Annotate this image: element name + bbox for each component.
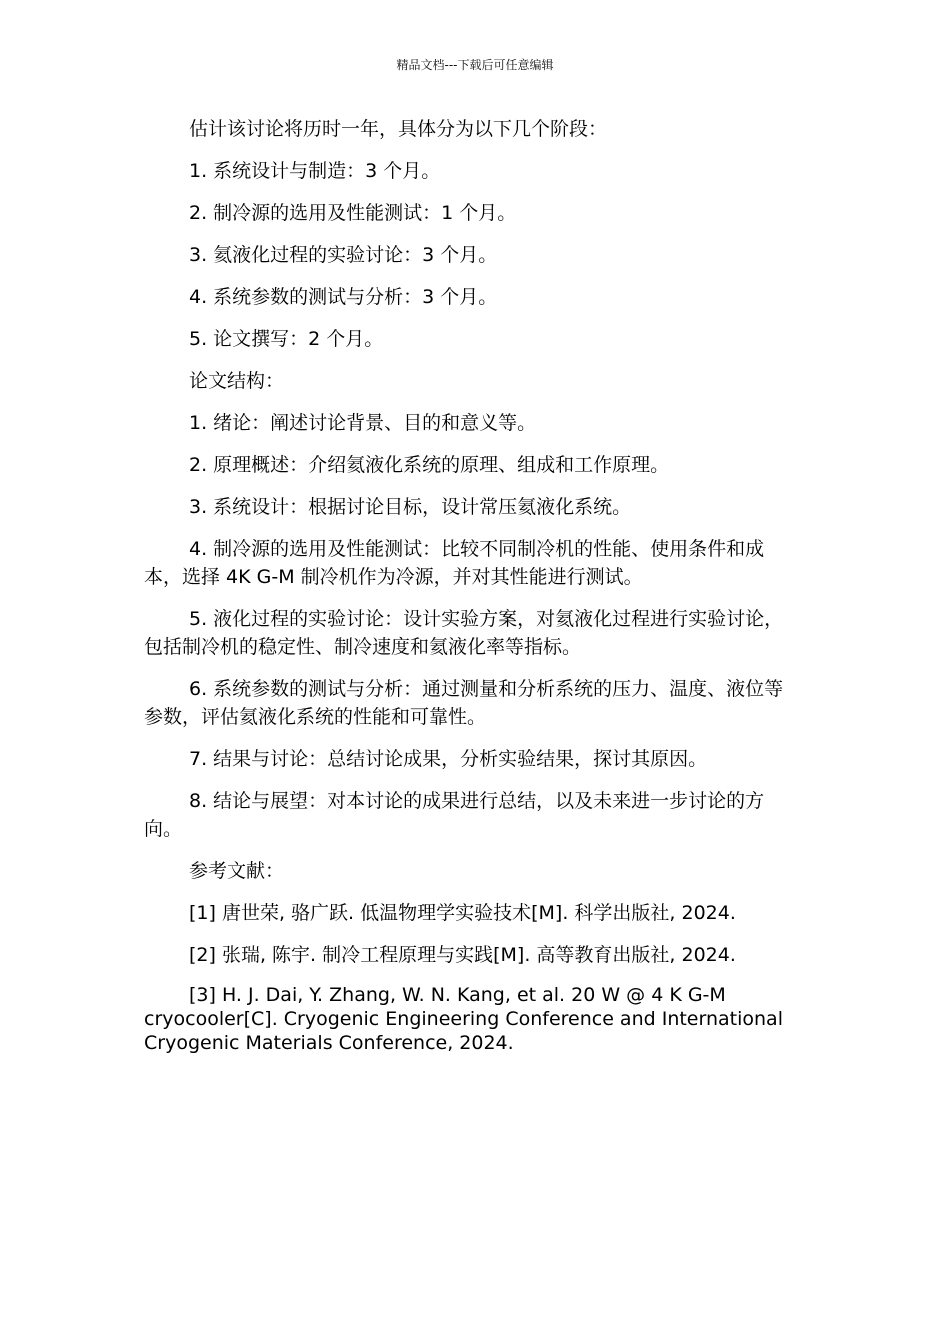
- paragraph-stage-1: 1. 系统设计与制造：3 个月。: [189, 160, 441, 182]
- reference-1: [1] 唐世荣, 骆广跃. 低温物理学实验技术[M]. 科学出版社, 2024.: [189, 902, 736, 924]
- paragraph-stage-3: 3. 氦液化过程的实验讨论：3 个月。: [189, 244, 498, 266]
- document-body: [144, 115, 799, 1055]
- paragraph-structure-6: 6. 系统参数的测试与分析：通过测量和分析系统的压力、温度、液位等参数，评估氦液化系统的性能和可靠性。: [144, 678, 784, 728]
- paragraph-structure-4: 4. 制冷源的选用及性能测试：比较不同制冷机的性能、使用条件和成本，选择 4K G-M 制冷机作为冷源，并对其性能进行测试。: [144, 538, 765, 588]
- paragraph-stage-2: 2. 制冷源的选用及性能测试：1 个月。: [189, 202, 517, 224]
- paragraph-stage-5: 5. 论文撰写：2 个月。: [189, 328, 384, 350]
- page-header: 精品文档---下载后可任意编辑: [396, 58, 554, 72]
- paragraph-schedule-intro: 估计该讨论将历时一年，具体分为以下几个阶段：: [189, 118, 608, 140]
- reference-2: [2] 张瑞, 陈宇. 制冷工程原理与实践[M]. 高等教育出版社, 2024.: [189, 944, 736, 966]
- paragraph-structure-5: 5. 液化过程的实验讨论：设计实验方案，对氦液化过程进行实验讨论，包括制冷机的稳定性、制冷速度和氦液化率等指标。: [144, 608, 784, 658]
- paragraph-structure-3: 3. 系统设计：根据讨论目标，设计常压氦液化系统。: [189, 496, 632, 518]
- paragraph-structure-8: 8. 结论与展望：对本讨论的成果进行总结，以及未来进一步讨论的方向。: [144, 790, 765, 840]
- paragraph-structure-7: 7. 结果与讨论：总结讨论成果，分析实验结果，探讨其原因。: [189, 748, 708, 770]
- paragraph-structure-heading: 论文结构：: [189, 370, 285, 392]
- paragraph-stage-4: 4. 系统参数的测试与分析：3 个月。: [189, 286, 498, 308]
- paragraph-structure-1: 1. 绪论：阐述讨论背景、目的和意义等。: [189, 412, 537, 434]
- paragraph-structure-2: 2. 原理概述：介绍氦液化系统的原理、组成和工作原理。: [189, 454, 670, 476]
- paragraph-references-heading: 参考文献：: [189, 860, 285, 882]
- reference-3: [3] H. J. Dai, Y. Zhang, W. N. Kang, et al. 20 W @ 4 K G-M cryocooler[C]. Cryogenic Engineering Conference and International Cryogenic Materials Conference, 2024.: [144, 984, 783, 1054]
